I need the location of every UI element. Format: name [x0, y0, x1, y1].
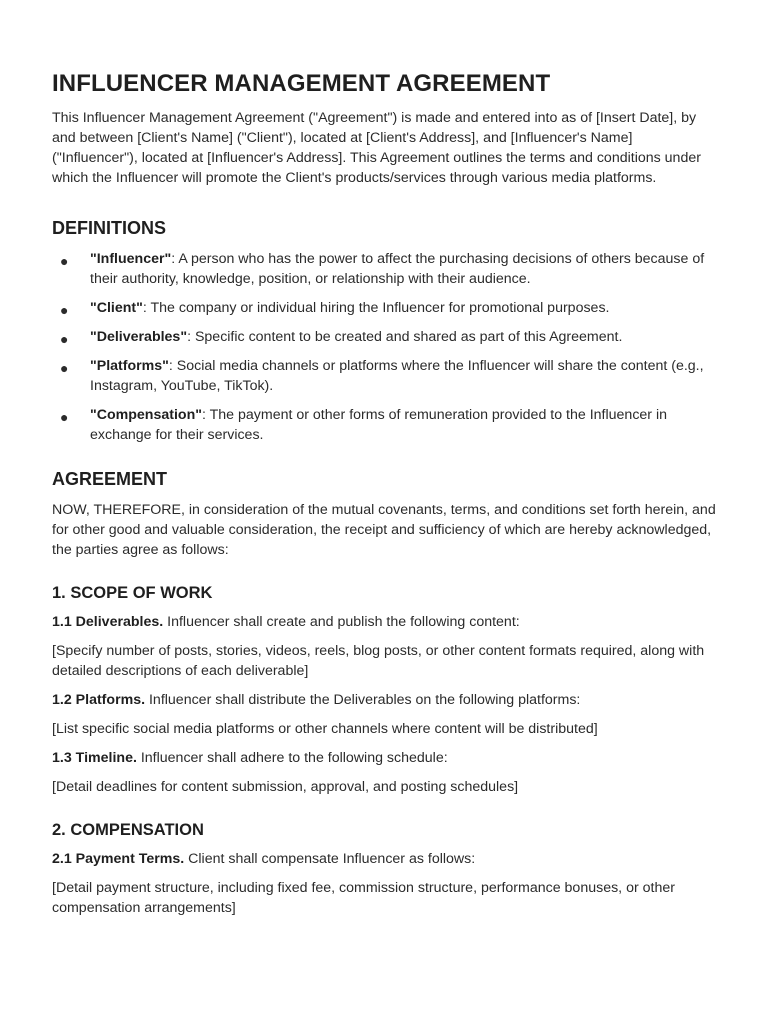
definitions-heading: DEFINITIONS	[52, 218, 167, 238]
definition-text: : The payment or other forms of remuneration provided to the Influencer in exchange for their services.	[90, 407, 668, 443]
definition-item	[52, 405, 718, 445]
definition-term: "Influencer"	[90, 251, 172, 267]
clause-text: Influencer shall distribute the Deliverables on the following platforms:	[145, 692, 581, 708]
intro-paragraph: This Influencer Management Agreement ("Agreement") is made and entered into as of [Insert Date], by and between [Client's Name] ("Client"), located at [Client's Address], and [Influencer's Name] ("Influencer"), located at [Influencer's Address]. This Agreement outlines the terms and conditions under which the Influencer will promote the Client's products/services through various media platforms.	[52, 110, 701, 186]
definition-term: "Platforms"	[90, 358, 169, 374]
bullet-icon: ●	[60, 360, 69, 376]
definition-item	[52, 249, 718, 289]
definition-term: "Client"	[90, 300, 143, 316]
platforms-placeholder: [List specific social media platforms or other channels where content will be distributed]	[52, 721, 598, 737]
definition-item	[52, 356, 718, 396]
definition-text: : A person who has the power to affect the purchasing decisions of others because of their authority, knowledge, position, or relationship with their audience.	[90, 251, 705, 287]
bullet-icon: ●	[60, 331, 69, 347]
platforms-clause	[52, 690, 718, 710]
bullet-icon: ●	[60, 253, 69, 269]
scope-heading: 1. SCOPE OF WORK	[52, 584, 213, 602]
payment-clause	[52, 849, 718, 869]
definition-term: "Deliverables"	[90, 329, 188, 345]
compensation-heading: 2. COMPENSATION	[52, 821, 204, 839]
payment-placeholder: [Detail payment structure, including fixed fee, commission structure, performance bonuses, or other compensation arrangements]	[52, 880, 675, 916]
deliverables-clause	[52, 612, 718, 632]
definition-term: "Compensation"	[90, 407, 202, 423]
deliverables-placeholder: [Specify number of posts, stories, videos, reels, blog posts, or other content formats required, along with detailed descriptions of each deliverable]	[52, 643, 705, 679]
clause-text: Influencer shall adhere to the following schedule:	[136, 750, 448, 766]
bullet-icon: ●	[60, 409, 69, 425]
definition-item	[52, 298, 718, 318]
clause-text: Influencer shall create and publish the following content:	[163, 614, 520, 630]
clause-text: Client shall compensate Influencer as follows:	[184, 851, 476, 867]
bullet-icon: ●	[60, 302, 69, 318]
definition-text: : The company or individual hiring the Influencer for promotional purposes.	[142, 300, 610, 316]
definition-text: : Specific content to be created and shared as part of this Agreement.	[187, 329, 623, 345]
agreement-paragraph: NOW, THEREFORE, in consideration of the mutual covenants, terms, and conditions set forth herein, and for other good and valuable consideration, the receipt and sufficiency of which are hereby acknowledged, the parties agree as follows:	[52, 502, 716, 558]
clause-label: 1.1 Deliverables.	[52, 614, 164, 630]
clause-label: 1.3 Timeline.	[52, 750, 137, 766]
document-title: INFLUENCER MANAGEMENT AGREEMENT	[52, 70, 551, 97]
agreement-heading: AGREEMENT	[52, 469, 168, 489]
definitions-list	[52, 249, 718, 445]
timeline-placeholder: [Detail deadlines for content submission, approval, and posting schedules]	[52, 779, 519, 795]
definition-text: : Social media channels or platforms where the Influencer will share the content (e.g., Instagram, YouTube, TikTok).	[90, 358, 704, 394]
definition-item	[52, 327, 718, 347]
clause-label: 1.2 Platforms.	[52, 692, 146, 708]
timeline-clause	[52, 748, 718, 768]
clause-label: 2.1 Payment Terms.	[52, 851, 185, 867]
